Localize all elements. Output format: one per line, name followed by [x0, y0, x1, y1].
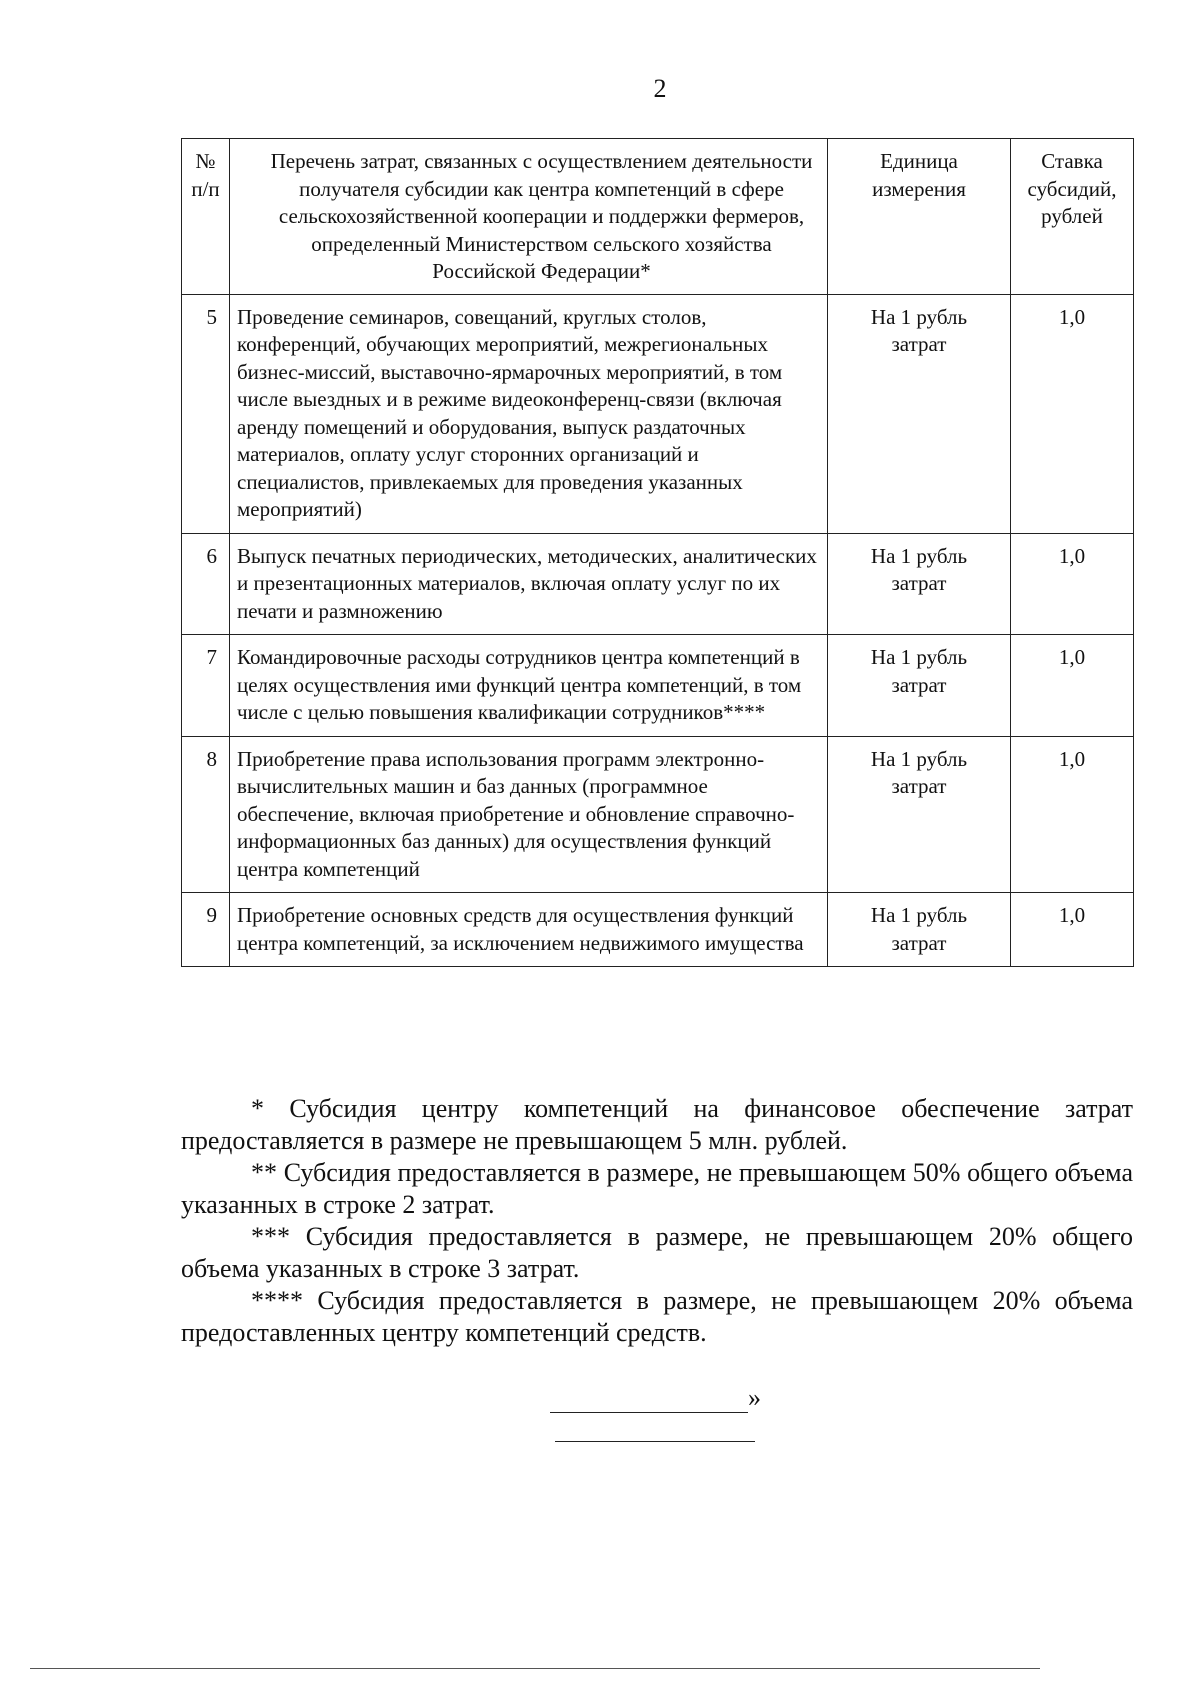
row-description: Приобретение права использования программ электронно-вычислительных машин и баз данных (программное обеспечение, включая приобретение и обновление справочно-информационных баз данных) для осуществления функций центра компетенций — [230, 736, 828, 893]
row-unit: На 1 рубль затрат — [828, 635, 1011, 737]
table-header-row — [182, 139, 1134, 295]
row-unit: На 1 рубль затрат — [828, 533, 1011, 635]
closing-quote: » — [748, 1383, 761, 1412]
row-number: 9 — [182, 893, 230, 967]
row-rate: 1,0 — [1011, 635, 1134, 737]
row-number: 6 — [182, 533, 230, 635]
page-bottom-rule — [30, 1668, 1040, 1669]
footnote: *** Субсидия предоставляется в размере, не превышающем 20% общего объема указанных в строке 3 затрат. — [181, 1222, 1133, 1283]
header-cost-list: Перечень затрат, связанных с осуществлением деятельности получателя субсидии как центра компетенций в сфере сельскохозяйственной кооперации и поддержки фермеров, определенный Министерством сельского хозяйства Российской Федерации* — [230, 139, 828, 295]
page-number: 2 — [653, 74, 667, 103]
table-row — [182, 893, 1134, 967]
header-rate: Ставка субсидий, рублей — [1011, 139, 1134, 295]
row-description: Командировочные расходы сотрудников центра компетенций в целях осуществления ими функций центра компетенций, в том числе с целью повышения квалификации сотрудников**** — [230, 635, 828, 737]
row-number: 5 — [182, 294, 230, 533]
row-unit: На 1 рубль затрат — [828, 893, 1011, 967]
row-description: Проведение семинаров, совещаний, круглых столов, конференций, обучающих мероприятий, межрегиональных бизнес-миссий, выставочно-ярмарочных мероприятий, в том числе выездных и в режиме видеоконференц-связи (включая аренду помещений и оборудования, выпуск раздаточных материалов, оплату услуг сторонних организаций и специалистов, привлекаемых для проведения указанных мероприятий) — [230, 294, 828, 533]
row-number: 8 — [182, 736, 230, 893]
footnote: * Субсидия центру компетенций на финансовое обеспечение затрат предоставляется в размере не превышающем 5 млн. рублей. — [181, 1094, 1133, 1155]
table-row — [182, 533, 1134, 635]
header-unit: Единица измерения — [828, 139, 1011, 295]
blank-line — [550, 1388, 748, 1413]
row-rate: 1,0 — [1011, 533, 1134, 635]
table-row — [182, 635, 1134, 737]
row-rate: 1,0 — [1011, 893, 1134, 967]
header-number: № п/п — [182, 139, 230, 295]
signature-line — [555, 1441, 755, 1442]
row-description: Выпуск печатных периодических, методических, аналитических и презентационных материалов, включая оплату услуг по их печати и размножению — [230, 533, 828, 635]
cost-table — [181, 138, 1134, 967]
row-rate: 1,0 — [1011, 294, 1134, 533]
closing-mark — [550, 1383, 761, 1413]
footnotes — [181, 1093, 1133, 1349]
row-number: 7 — [182, 635, 230, 737]
table-row — [182, 294, 1134, 533]
table-row — [182, 736, 1134, 893]
row-rate: 1,0 — [1011, 736, 1134, 893]
footnote: ** Субсидия предоставляется в размере, не превышающем 50% общего объема указанных в строке 2 затрат. — [181, 1158, 1133, 1219]
row-description: Приобретение основных средств для осуществления функций центра компетенций, за исключением недвижимого имущества — [230, 893, 828, 967]
row-unit: На 1 рубль затрат — [828, 294, 1011, 533]
footnote: **** Субсидия предоставляется в размере, не превышающем 20% объема предоставленных центру компетенций средств. — [181, 1286, 1133, 1347]
row-unit: На 1 рубль затрат — [828, 736, 1011, 893]
